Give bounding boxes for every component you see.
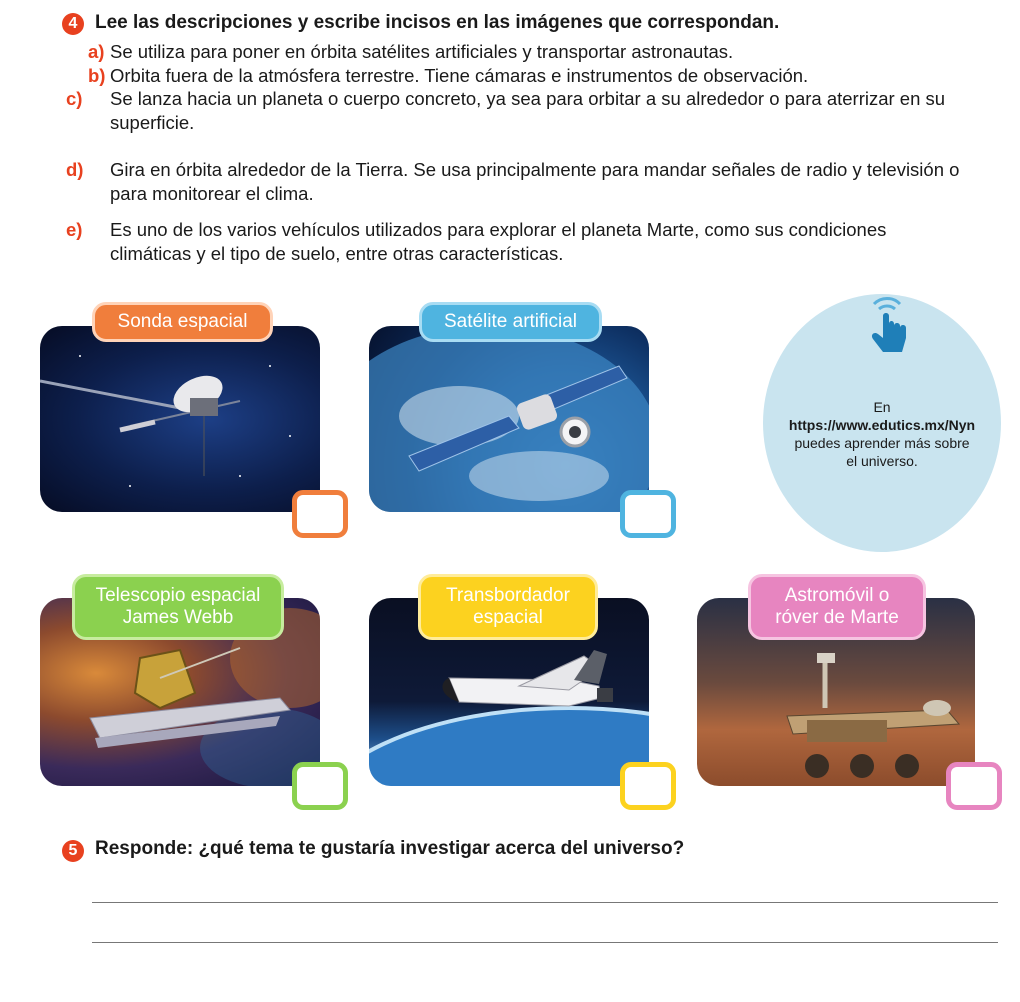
tap-hand-icon (858, 294, 914, 360)
answer-line-2[interactable] (92, 942, 998, 943)
item-letter: d) (66, 159, 84, 180)
item-letter: b) (88, 65, 106, 86)
item-b (88, 64, 968, 88)
item-text: Gira en órbita alrededor de la Tierra. Se usa principalmente para mandar señales de radio y televisión o para monitorear el clima. (110, 159, 960, 204)
sonda-espacial-image (40, 326, 320, 512)
answer-line-1[interactable] (92, 902, 998, 903)
item-e (66, 218, 900, 265)
telescopio-label-line2: James Webb (122, 607, 234, 628)
bubble-text (770, 398, 994, 470)
transbordador-label (418, 574, 598, 640)
item-letter: a) (88, 41, 105, 62)
sonda-espacial-label: Sonda espacial (92, 302, 273, 342)
rover-label-line2: róver de Marte (775, 607, 899, 628)
space-probe-illustration (40, 326, 320, 512)
item-text: Orbita fuera de la atmósfera terrestre. Tiene cámaras e instrumentos de observación. (110, 65, 809, 86)
transbordador-label-line2: espacial (473, 607, 543, 628)
bubble-line-3: puedes aprender más sobre (794, 435, 970, 451)
bubble-line-en: En (873, 399, 891, 415)
item-a (88, 40, 968, 64)
satelite-artificial-label: Satélite artificial (419, 302, 602, 342)
item-text: Es uno de los varios vehículos utilizados para explorar el planeta Marte, como sus condiciones climáticas y el tipo de suelo, entre otras características. (110, 219, 887, 264)
item-letter: e) (66, 219, 83, 240)
item-c (66, 87, 960, 134)
answer-box-transbordador[interactable] (620, 762, 676, 810)
rover-label (748, 574, 926, 640)
item-d (66, 158, 960, 205)
answer-box-telescopio[interactable] (292, 762, 348, 810)
answer-box-rover[interactable] (946, 762, 1002, 810)
satelite-artificial-image (369, 326, 649, 512)
question-number-4: 4 (62, 13, 84, 35)
answer-box-satelite[interactable] (620, 490, 676, 538)
bubble-url-link[interactable]: https://www.edutics.mx/Nyn (788, 417, 976, 433)
item-text: Se utiliza para poner en órbita satélites artificiales y transportar astronautas. (110, 41, 734, 62)
transbordador-label-line1: Transbordador (446, 585, 570, 606)
answer-box-sonda[interactable] (292, 490, 348, 538)
satellite-illustration (369, 326, 649, 512)
bubble-line-4: el universo. (846, 453, 918, 469)
item-text: Se lanza hacia un planeta o cuerpo concreto, ya sea para orbitar a su alrededor o para aterrizar en su superficie. (110, 88, 946, 133)
question-number-5: 5 (62, 840, 84, 862)
telescopio-label-line1: Telescopio espacial (95, 585, 261, 606)
item-letter: c) (66, 88, 83, 109)
question-4-title: Lee las descripciones y escribe incisos en las imágenes que correspondan. (95, 12, 780, 33)
question-5-title: Responde: ¿qué tema te gustaría investigar acerca del universo? (95, 838, 685, 859)
telescopio-label (72, 574, 284, 640)
rover-label-line1: Astromóvil o (784, 585, 890, 606)
